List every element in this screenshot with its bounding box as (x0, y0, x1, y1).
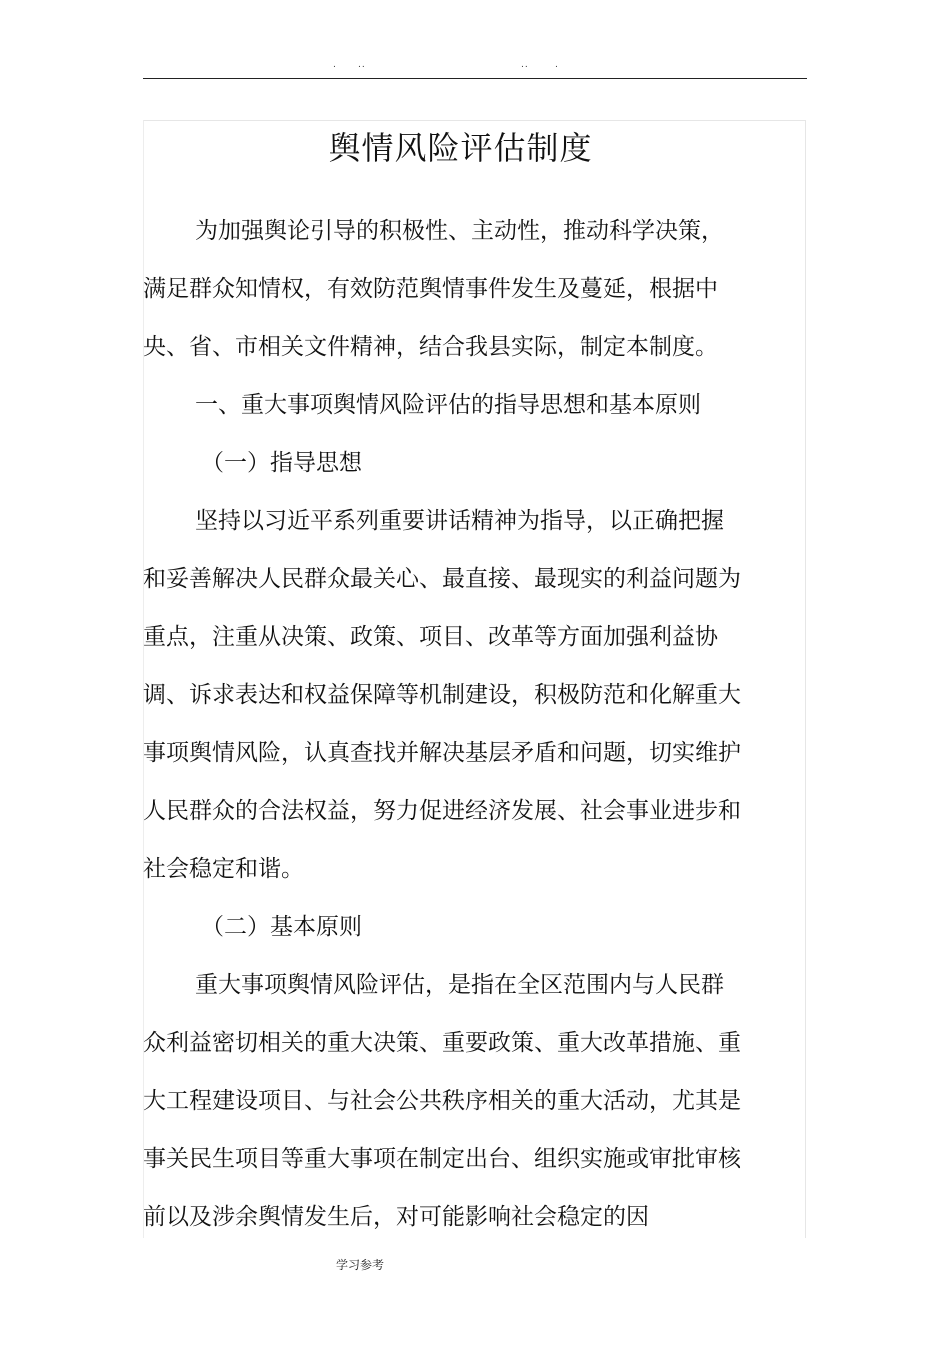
header-mark: .. (521, 60, 529, 70)
paragraph-basic-principles: 重大事项舆情风险评估，是指在全区范围内与人民群众利益密切相关的重大决策、重要政策、重大改革措施、重大工程建设项目、与社会公共秩序相关的重大活动，尤其是事关民生项目等重大事项在制定出台、组织实施或审批审核前以及涉余舆情发生后，对可能影响社会稳定的因 (143, 972, 741, 1230)
subsection-heading: （一）指导思想 (201, 450, 362, 476)
header-mark: . (555, 60, 559, 70)
header-mark: . (333, 60, 337, 70)
document-title: 舆情风险评估制度 (328, 129, 593, 167)
paragraph-intro: 为加强舆论引导的积极性、主动性，推动科学决策，满足群众知情权，有效防范舆情事件发生及蔓延，根据中央、省、市相关文件精神，结合我县实际，制定本制度。 (143, 218, 724, 360)
section-heading: 一、重大事项舆情风险评估的指导思想和基本原则 (195, 392, 701, 418)
header-mark: .. (358, 60, 366, 70)
header-marks (143, 60, 807, 76)
subsection-heading: （二）基本原则 (201, 914, 362, 940)
document-body (143, 202, 743, 1246)
header-rule (143, 78, 807, 79)
paragraph-guiding-thought: 坚持以习近平系列重要讲话精神为指导，以正确把握和妥善解决人民群众最关心、最直接、最现实的利益问题为重点，注重从决策、政策、项目、改革等方面加强利益协调、诉求表达和权益保障等机制建设，积极防范和化解重大事项舆情风险，认真查找并解决基层矛盾和问题，切实维护人民群众的合法权益，努力促进经济发展、社会事业进步和社会稳定和谐。 (143, 508, 741, 882)
footer-note: 学习参考 (336, 1258, 385, 1272)
